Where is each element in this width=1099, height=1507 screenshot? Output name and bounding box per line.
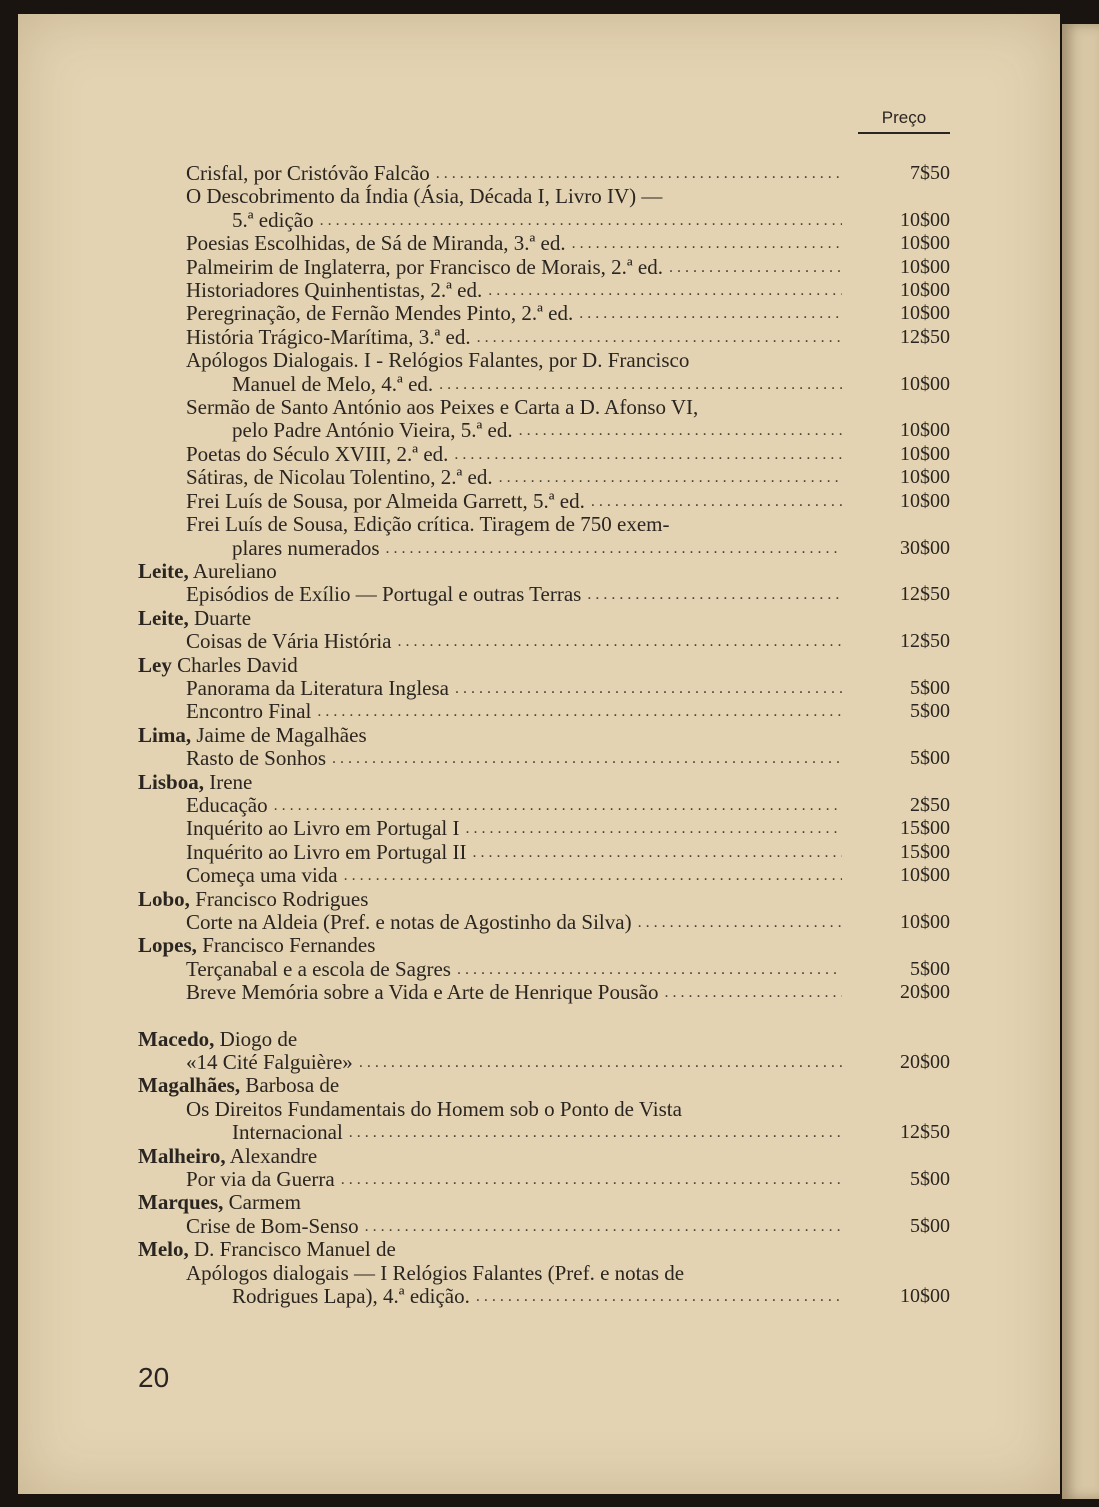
- dot-leaders: [638, 911, 842, 934]
- author-given-name: Francisco Fernandes: [202, 933, 376, 958]
- entry-title-text: «14 Cité Falguière»: [186, 1050, 353, 1075]
- catalog-entry: [138, 513, 950, 560]
- entry-title-text: Educação: [186, 792, 268, 817]
- catalog-entry: [138, 630, 950, 653]
- entry-price: 2$50: [910, 793, 950, 816]
- author-heading: [138, 1238, 950, 1261]
- author-given-name: D. Francisco Manuel de: [193, 1237, 396, 1262]
- dot-leaders: [572, 232, 842, 255]
- dot-leaders: [519, 419, 842, 442]
- section-gap: [138, 1005, 950, 1028]
- entry-title-text: Coisas de Vária História: [186, 629, 392, 654]
- catalog-entry: [138, 864, 950, 887]
- catalog-entry: [138, 443, 950, 466]
- entry-price: 5$00: [910, 1168, 950, 1191]
- author-heading: [138, 607, 950, 630]
- dot-leaders: [439, 373, 842, 396]
- dot-leaders: [579, 302, 842, 325]
- author-given-name: Jaime de Magalhães: [196, 722, 367, 747]
- author-surname: Leite,: [138, 605, 189, 630]
- entry-line: [186, 583, 842, 606]
- catalog-entry: [138, 466, 950, 489]
- author-heading: [138, 1074, 950, 1097]
- entry-line: [186, 981, 842, 1004]
- catalog-entry: [138, 1051, 950, 1074]
- entry-line: [186, 162, 842, 185]
- author-given-name: Irene: [209, 769, 253, 794]
- next-page-edge: [1062, 24, 1099, 1499]
- entry-title-text: 5.ª edição: [232, 207, 314, 232]
- author-surname: Marques,: [138, 1190, 224, 1215]
- dot-leaders: [473, 841, 842, 864]
- author-heading: [138, 654, 950, 677]
- entry-line: [186, 677, 842, 700]
- catalog-entry: [138, 747, 950, 770]
- catalog-listing: [138, 162, 950, 1309]
- entry-line: [186, 302, 842, 325]
- entry-price: 20$00: [900, 1051, 950, 1074]
- entry-line: [186, 1215, 842, 1238]
- catalog-entry: [138, 794, 950, 817]
- entry-title-text: plares numerados: [232, 535, 380, 560]
- entry-price: 10$00: [900, 255, 950, 278]
- entry-title-text: O Descobrimento da Índia (Ásia, Década I, Livro IV) —: [186, 184, 663, 209]
- entry-line: [186, 1098, 842, 1121]
- entry-title-text: Internacional: [232, 1120, 343, 1145]
- dot-leaders: [436, 162, 842, 185]
- catalog-entry: [138, 911, 950, 934]
- catalog-entry: [138, 396, 950, 443]
- price-column-header: Preço: [858, 108, 950, 134]
- entry-title-text: Breve Memória sobre a Vida e Arte de Henrique Pousão: [186, 980, 659, 1005]
- entry-title-text: Frei Luís de Sousa, por Almeida Garrett, 5.ª ed.: [186, 488, 585, 513]
- dot-leaders: [477, 326, 842, 349]
- entry-price: 10$00: [900, 279, 950, 302]
- entry-price: 10$00: [900, 442, 950, 465]
- dot-leaders: [344, 864, 842, 887]
- entry-line: [186, 443, 842, 466]
- dot-leaders: [349, 1121, 842, 1144]
- author-surname: Magalhães,: [138, 1073, 241, 1098]
- dot-leaders: [365, 1215, 842, 1238]
- dot-leaders: [317, 700, 842, 723]
- author-heading: [138, 560, 950, 583]
- catalog-entry: [138, 981, 950, 1004]
- author-given-name: Diogo de: [219, 1026, 298, 1051]
- entry-price: 10$00: [900, 302, 950, 325]
- entry-title-text: Crise de Bom-Senso: [186, 1213, 359, 1238]
- dot-leaders: [359, 1051, 842, 1074]
- entry-line: [186, 256, 842, 279]
- entry-price: 10$00: [900, 372, 950, 395]
- catalog-entry: [138, 279, 950, 302]
- entry-price: 20$00: [900, 981, 950, 1004]
- entry-line: [186, 817, 842, 840]
- catalog-entry: [138, 677, 950, 700]
- entry-title-text: Corte na Aldeia (Pref. e notas de Agostinho da Silva): [186, 910, 632, 934]
- entry-line: [186, 466, 842, 489]
- entry-price: 10$00: [900, 911, 950, 933]
- catalog-entry: [138, 1098, 950, 1145]
- entry-line: [186, 747, 842, 770]
- entry-price: 15$00: [900, 817, 950, 840]
- entry-title-text: Os Direitos Fundamentais do Homem sob o Ponto de Vista: [186, 1096, 682, 1121]
- entry-line: [186, 373, 842, 396]
- entry-line: [186, 1262, 842, 1285]
- entry-line: [186, 841, 842, 864]
- entry-line: [186, 419, 842, 442]
- author-heading: [138, 888, 950, 911]
- entry-title-text: Poetas do Século XVIII, 2.ª ed.: [186, 441, 449, 466]
- entry-line: [186, 490, 842, 513]
- entry-price: 7$50: [910, 162, 950, 184]
- author-given-name: Aureliano: [192, 558, 277, 583]
- entry-line: [186, 1168, 842, 1191]
- entry-title-text: Sátiras, de Nicolau Tolentino, 2.ª ed.: [186, 465, 493, 490]
- author-surname: Ley: [138, 652, 172, 677]
- dot-leaders: [454, 443, 842, 466]
- author-surname: Lobo,: [138, 886, 190, 911]
- entry-title-text: Inquérito ao Livro em Portugal I: [186, 816, 460, 841]
- author-surname: Melo,: [138, 1237, 189, 1262]
- entry-price: 10$00: [900, 489, 950, 512]
- author-surname: Lopes,: [138, 933, 197, 958]
- entry-price: 12$50: [900, 630, 950, 653]
- entry-title-text: Peregrinação, de Fernão Mendes Pinto, 2.ª ed.: [186, 301, 574, 326]
- author-surname: Malheiro,: [138, 1143, 226, 1168]
- dot-leaders: [320, 209, 842, 232]
- author-given-name: Francisco Rodrigues: [195, 886, 369, 911]
- entry-line: [186, 232, 842, 255]
- author-given-name: Duarte: [193, 605, 252, 630]
- entry-title-text: Palmeirim de Inglaterra, por Francisco de Morais, 2.ª ed.: [186, 254, 663, 279]
- entry-price: 10$00: [900, 1285, 950, 1308]
- entry-line: [186, 630, 842, 653]
- catalog-entry: [138, 302, 950, 325]
- catalog-entry: [138, 583, 950, 606]
- entry-title-text: Encontro Final: [186, 699, 312, 724]
- catalog-entry: [138, 162, 950, 185]
- entry-title-text: Crisfal, por Cristóvão Falcão: [186, 161, 430, 185]
- entry-title-text: Por via da Guerra: [186, 1167, 335, 1192]
- entry-title-text: Rodrigues Lapa), 4.ª edição.: [232, 1284, 470, 1309]
- author-surname: Lima,: [138, 722, 192, 747]
- dot-leaders: [332, 747, 842, 770]
- author-heading: [138, 724, 950, 747]
- catalog-entry: [138, 700, 950, 723]
- author-given-name: Barbosa de: [245, 1073, 340, 1098]
- dot-leaders: [591, 490, 842, 513]
- dot-leaders: [499, 466, 842, 489]
- entry-title-text: Panorama da Literatura Inglesa: [186, 675, 449, 700]
- entry-price: 10$00: [900, 466, 950, 489]
- entry-title-text: Rasto de Sonhos: [186, 746, 327, 771]
- entry-line: [186, 1051, 842, 1074]
- dot-leaders: [669, 256, 842, 279]
- entry-line: [186, 279, 842, 302]
- dot-leaders: [455, 677, 842, 700]
- catalog-entry: [138, 817, 950, 840]
- entry-price: 15$00: [900, 840, 950, 863]
- catalog-entry: [138, 256, 950, 279]
- entry-title-text: pelo Padre António Vieira, 5.ª ed.: [232, 418, 513, 443]
- entry-line: [186, 911, 842, 934]
- entry-price: 30$00: [900, 536, 950, 559]
- entry-price: 5$00: [910, 1214, 950, 1237]
- catalog-entry: [138, 185, 950, 232]
- catalog-entry: [138, 326, 950, 349]
- entry-title-text: Manuel de Melo, 4.ª ed.: [232, 371, 434, 396]
- dot-leaders: [664, 981, 842, 1004]
- entry-line: [186, 513, 842, 536]
- entry-price: 12$50: [900, 325, 950, 348]
- author-surname: Leite,: [138, 558, 189, 583]
- page-number: 20: [138, 1362, 170, 1393]
- dot-leaders: [466, 817, 842, 840]
- author-surname: Lisboa,: [138, 769, 204, 794]
- entry-price: 10$00: [900, 419, 950, 442]
- entry-price: 10$00: [900, 208, 950, 231]
- entry-title-text: Terçanabal e a escola de Sagres: [186, 956, 451, 981]
- entry-line: [186, 864, 842, 887]
- entry-price: 5$00: [910, 747, 950, 770]
- catalog-entry: [138, 958, 950, 981]
- entry-title-text: Historiadores Quinhentistas, 2.ª ed.: [186, 278, 483, 303]
- entry-price: 5$00: [910, 700, 950, 723]
- entry-price: 12$50: [900, 1121, 950, 1144]
- entry-title-text: Apólogos dialogais — I Relógios Falantes (Pref. e notas de: [186, 1260, 685, 1285]
- catalog-entry: [138, 841, 950, 864]
- entry-line: [186, 794, 842, 817]
- entry-line: [186, 185, 842, 208]
- author-given-name: Charles David: [177, 652, 298, 677]
- author-heading: [138, 1145, 950, 1168]
- entry-line: [186, 958, 842, 981]
- entry-line: [186, 326, 842, 349]
- entry-price: 5$00: [910, 676, 950, 699]
- dot-leaders: [341, 1168, 842, 1191]
- entry-line: [186, 396, 842, 419]
- dot-leaders: [476, 1285, 842, 1308]
- entry-line: [186, 1121, 842, 1144]
- catalog-entry: [138, 1262, 950, 1309]
- author-heading: [138, 934, 950, 957]
- entry-line: [186, 349, 842, 372]
- catalog-entry: [138, 1168, 950, 1191]
- dot-leaders: [488, 279, 842, 302]
- entry-price: 10$00: [900, 864, 950, 887]
- dot-leaders: [386, 537, 842, 560]
- author-given-name: Alexandre: [229, 1143, 318, 1168]
- entry-line: [186, 1285, 842, 1308]
- catalog-entry: [138, 349, 950, 396]
- entry-title-text: Episódios de Exílio — Portugal e outras Terras: [186, 582, 582, 607]
- entry-title-text: Frei Luís de Sousa, Edição crítica. Tiragem de 750 exem-: [186, 512, 670, 537]
- entry-title-text: Poesias Escolhidas, de Sá de Miranda, 3.ª ed.: [186, 231, 566, 256]
- entry-line: [186, 700, 842, 723]
- dot-leaders: [274, 794, 842, 817]
- catalog-entry: [138, 232, 950, 255]
- entry-line: [186, 209, 842, 232]
- entry-title-text: Apólogos Dialogais. I - Relógios Falantes, por D. Francisco: [186, 348, 690, 373]
- author-heading: [138, 1028, 950, 1051]
- entry-title-text: História Trágico-Marítima, 3.ª ed.: [186, 324, 471, 349]
- dot-leaders: [398, 630, 843, 653]
- catalog-entry: [138, 490, 950, 513]
- dot-leaders: [457, 958, 842, 981]
- dot-leaders: [587, 583, 842, 606]
- entry-price: 10$00: [900, 232, 950, 255]
- author-surname: Macedo,: [138, 1026, 215, 1051]
- entry-price: 12$50: [900, 583, 950, 606]
- author-heading: [138, 1191, 950, 1214]
- author-given-name: Carmem: [228, 1190, 301, 1215]
- entry-price: 5$00: [910, 957, 950, 980]
- entry-title-text: Sermão de Santo António aos Peixes e Carta a D. Afonso VI,: [186, 395, 699, 420]
- entry-title-text: Inquérito ao Livro em Portugal II: [186, 839, 467, 864]
- catalog-entry: [138, 1215, 950, 1238]
- author-heading: [138, 771, 950, 794]
- entry-line: [186, 537, 842, 560]
- entry-title-text: Começa uma vida: [186, 863, 338, 888]
